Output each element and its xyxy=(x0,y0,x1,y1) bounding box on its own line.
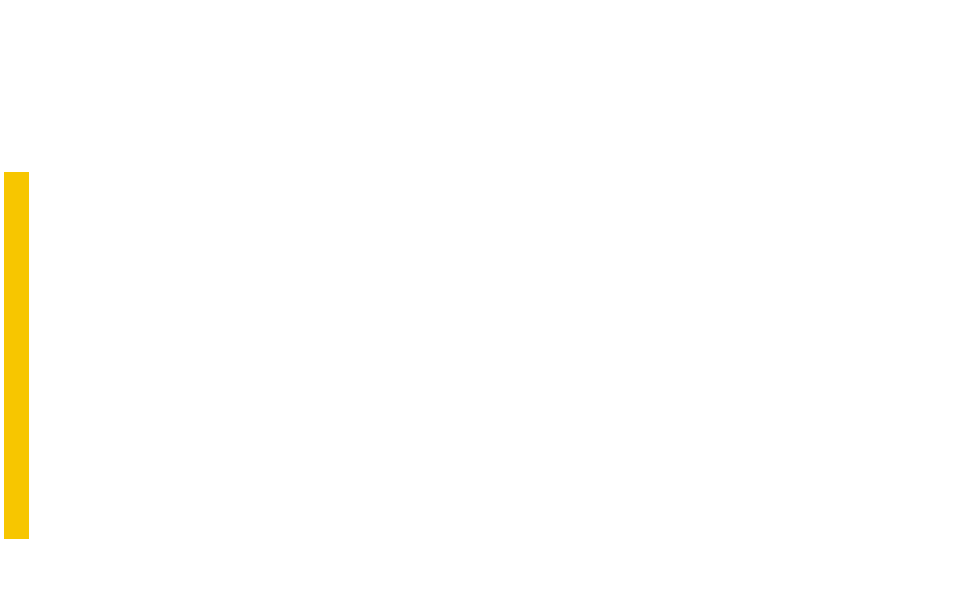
module-name xyxy=(53,169,69,539)
header-module xyxy=(0,0,92,140)
module-code xyxy=(9,309,25,399)
